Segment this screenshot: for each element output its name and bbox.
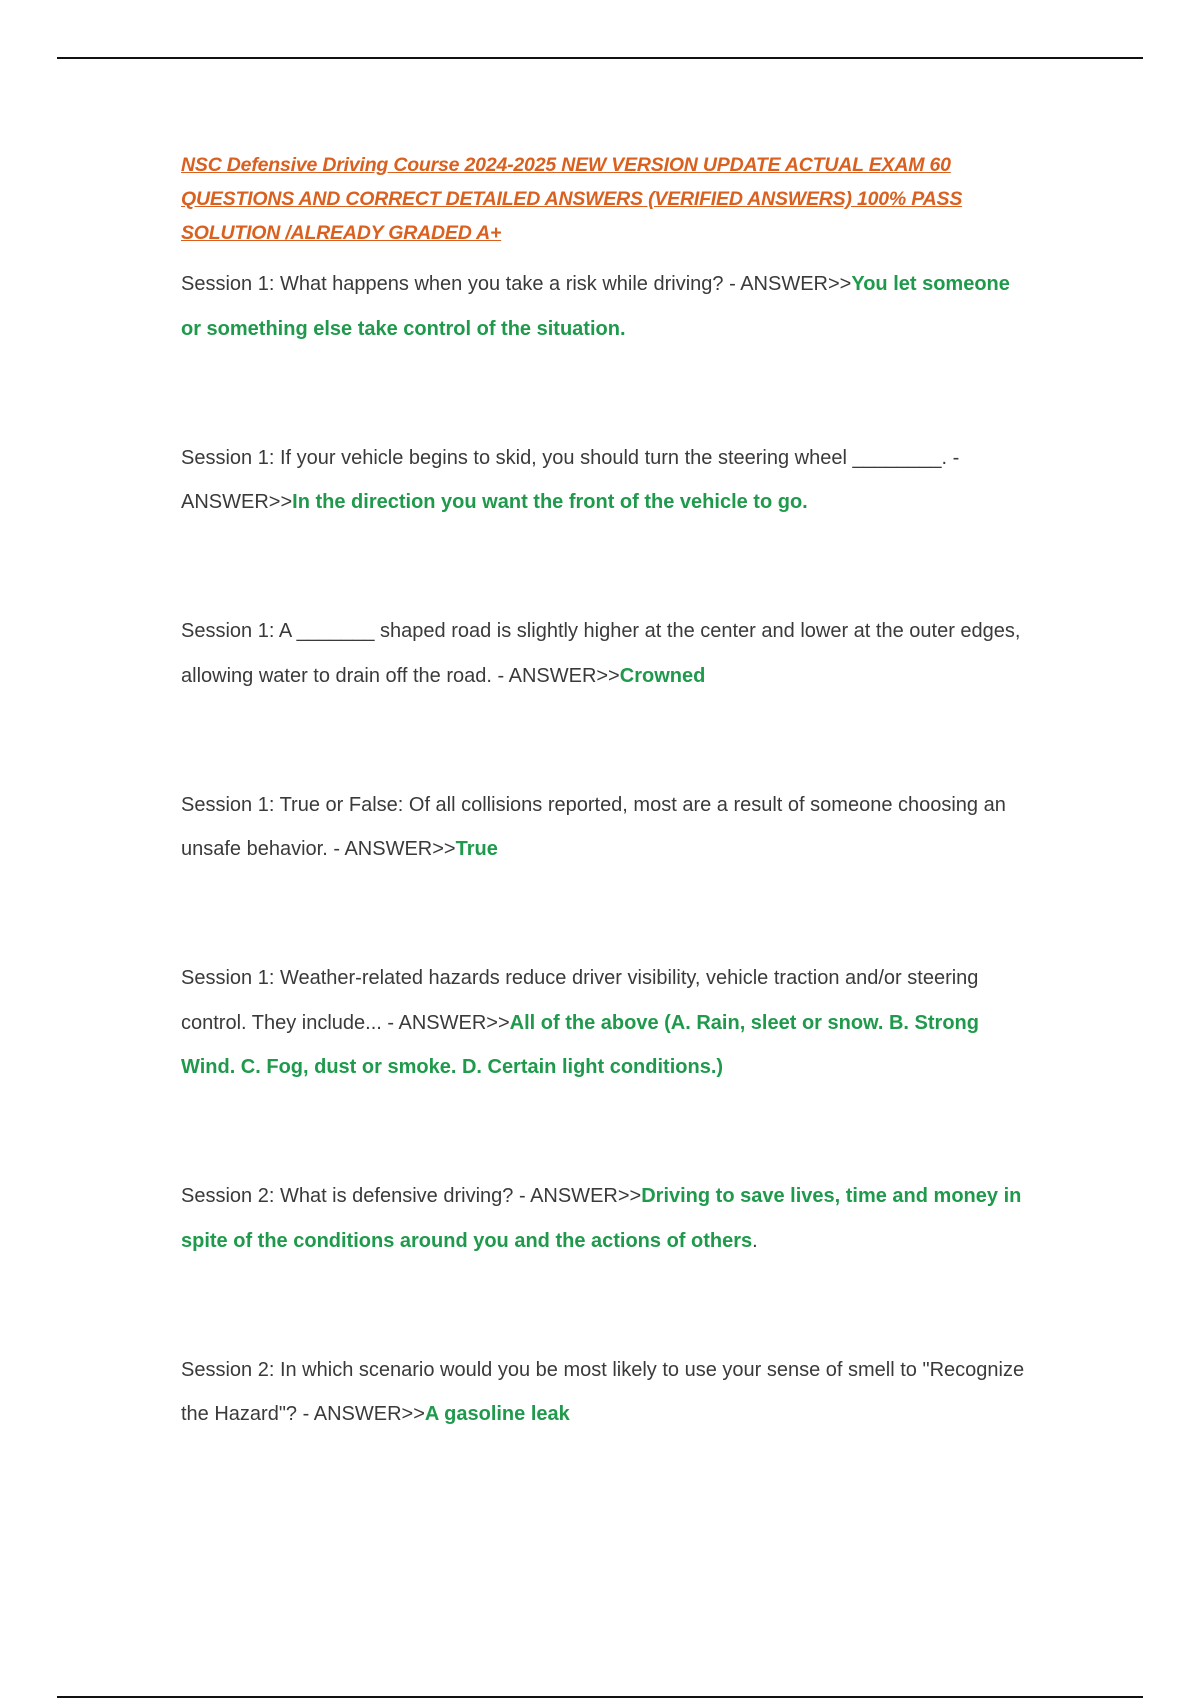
answer-text: All of the above (A. Rain, sleet or snow. B. Strong Wind. C. Fog, dust or smoke. D. Certain light conditions.) — [181, 1011, 979, 1078]
answer-text: You let someone or something else take control of the situation. — [181, 273, 1010, 340]
answer-text: A gasoline leak — [424, 1403, 570, 1425]
question-text: Session 1: If your vehicle begins to skid, you should turn the steering wheel ________. - ANSWER>> — [181, 446, 960, 513]
qa-item — [181, 1174, 1031, 1263]
qa-list — [181, 262, 1031, 1437]
qa-item — [181, 609, 1031, 698]
answer-text: True — [455, 838, 498, 860]
qa-item — [181, 956, 1031, 1090]
bottom-rule — [57, 1696, 1143, 1698]
qa-item — [181, 262, 1031, 351]
answer-text: Driving to save lives, time and money in spite of the conditions around you and the actions of others — [181, 1185, 1022, 1252]
question-text: Session 2: In which scenario would you be most likely to use your sense of smell to "Recognize the Hazard"? - ANSWER>> — [181, 1358, 1025, 1425]
question-text: Session 1: A _______ shaped road is slightly higher at the center and lower at the outer edges, allowing water to drain off the road. - ANSWER>> — [181, 620, 1021, 687]
question-text: Session 1: True or False: Of all collisions reported, most are a result of someone choosing an unsafe behavior. - ANSWER>> — [181, 793, 1006, 860]
qa-item — [181, 436, 1031, 525]
question-text: Session 2: What is defensive driving? - ANSWER>> — [181, 1185, 642, 1207]
answer-trailing: . — [752, 1229, 758, 1252]
qa-item — [181, 1348, 1031, 1437]
answer-text: Crowned — [619, 664, 706, 687]
question-text: Session 1: Weather-related hazards reduce driver visibility, vehicle traction and/or steering control. They include... - ANSWER>> — [181, 967, 979, 1034]
top-rule — [57, 57, 1143, 59]
answer-text: In the direction you want the front of the vehicle to go. — [292, 491, 808, 513]
question-text: Session 1: What happens when you take a risk while driving? - ANSWER>> — [181, 273, 852, 295]
qa-item — [181, 783, 1031, 872]
document-body — [181, 148, 1031, 1521]
document-title: NSC Defensive Driving Course 2024-2025 NEW VERSION UPDATE ACTUAL EXAM 60 QUESTIONS AND CORRECT DETAILED ANSWERS (VERIFIED ANSWERS) 100% PASS SOLUTION /ALREADY GRADED A+ — [181, 154, 963, 244]
